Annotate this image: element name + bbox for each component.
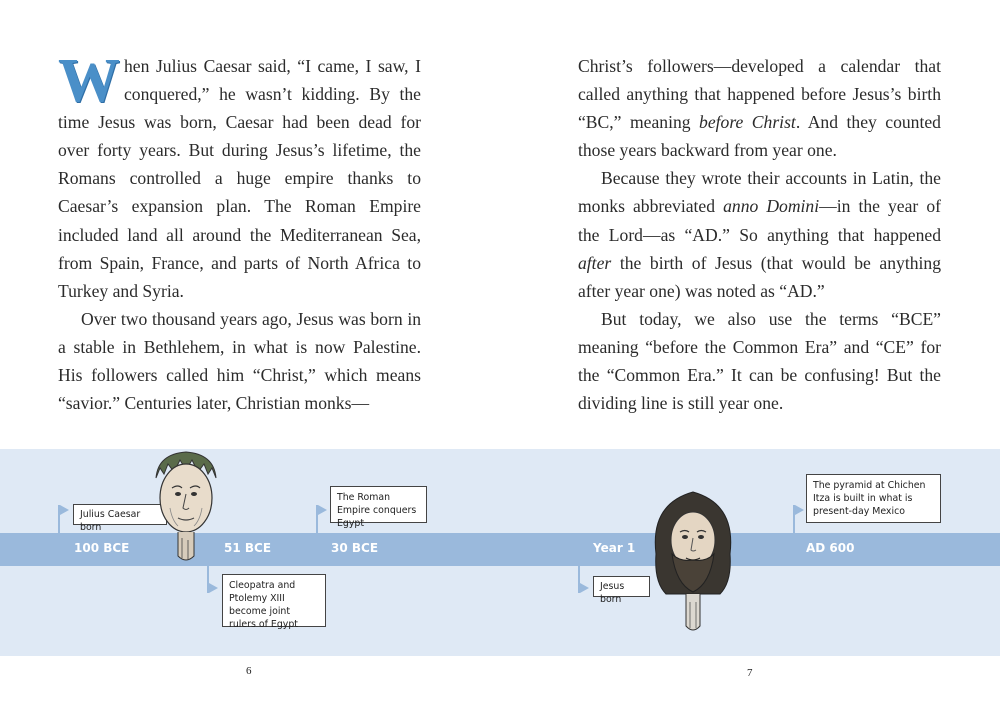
- paragraph-1-text: hen Julius Caesar said, “I came, I saw, I conquered,” he wasn’t kidding. By the time Jesus was born, Caesar had been dead for over forty years. But during Jesus’s lifetime, the Romans controlled a huge empire thanks to Caesar’s expansion plan. The Roman Empire included land all around the Mediterranean Sea, from Spain, France, and parts of North Africa to Turkey and Syria.: [58, 56, 421, 301]
- tick-30-bce: 30 BCE: [331, 541, 379, 555]
- julius-caesar-portrait: [148, 448, 224, 568]
- paragraph-5: But today, we also use the terms “BCE” meaning “before the Common Era” and “CE” for the “Common Era.” It can be confusing! But the dividing line is still year one.: [578, 308, 941, 414]
- tick-100-bce: 100 BCE: [74, 541, 130, 555]
- p4-text-b: —in the year of the Lord—as “AD.” So anything that happened: [578, 196, 941, 245]
- flag-cleopatra: [207, 566, 209, 593]
- p4-italic-1: anno Domini: [723, 196, 820, 217]
- drop-cap: W: [58, 47, 118, 115]
- left-page-text: [58, 47, 421, 417]
- flag-roman: [316, 505, 318, 533]
- jesus-portrait: [646, 484, 740, 636]
- event-roman-empire: The Roman Empire conquers Egypt: [330, 486, 427, 523]
- paragraph-1: [58, 47, 421, 305]
- event-jesus-born: Jesus born: [593, 576, 650, 597]
- tick-year-1: Year 1: [593, 541, 636, 555]
- tick-51-bce: 51 BCE: [224, 541, 272, 555]
- event-pyramid: The pyramid at Chichen Itza is built in what is present-day Mexico: [806, 474, 941, 523]
- flag-jesus: [578, 566, 580, 593]
- event-caesar-born: Julius Caesar born: [73, 504, 167, 525]
- page-number-left: 6: [246, 665, 252, 677]
- p4-text-a: Because they wrote their accounts in Latin, the monks abbreviated: [578, 168, 941, 217]
- flag-pyramid: [793, 505, 795, 533]
- event-cleopatra: Cleopatra and Ptolemy XIII become joint rulers of Egypt: [222, 574, 326, 627]
- paragraph-2: Over two thousand years ago, Jesus was born in a stable in Bethlehem, in what is now Palestine. His followers called him “Christ,” which means “savior.” Centuries later, Christian monks—: [58, 308, 421, 414]
- paragraph-3: [578, 52, 941, 164]
- p4-text-c: the birth of Jesus (that would be anything after year one) was noted as “AD.”: [578, 252, 941, 301]
- tick-ad-600: AD 600: [806, 541, 855, 555]
- p4-italic-2: after: [578, 252, 612, 273]
- p3-text-a: Christ’s followers—developed a calendar that called anything that happened before Jesus’s birth “BC,” meaning: [578, 56, 941, 133]
- flag-caesar: [58, 505, 60, 533]
- p3-text-b: . And they counted those years backward from year one.: [578, 112, 941, 161]
- page-number-right: 7: [747, 667, 753, 679]
- right-page-text: [578, 52, 941, 417]
- p3-italic: before Christ: [699, 112, 796, 133]
- paragraph-4: [578, 164, 941, 304]
